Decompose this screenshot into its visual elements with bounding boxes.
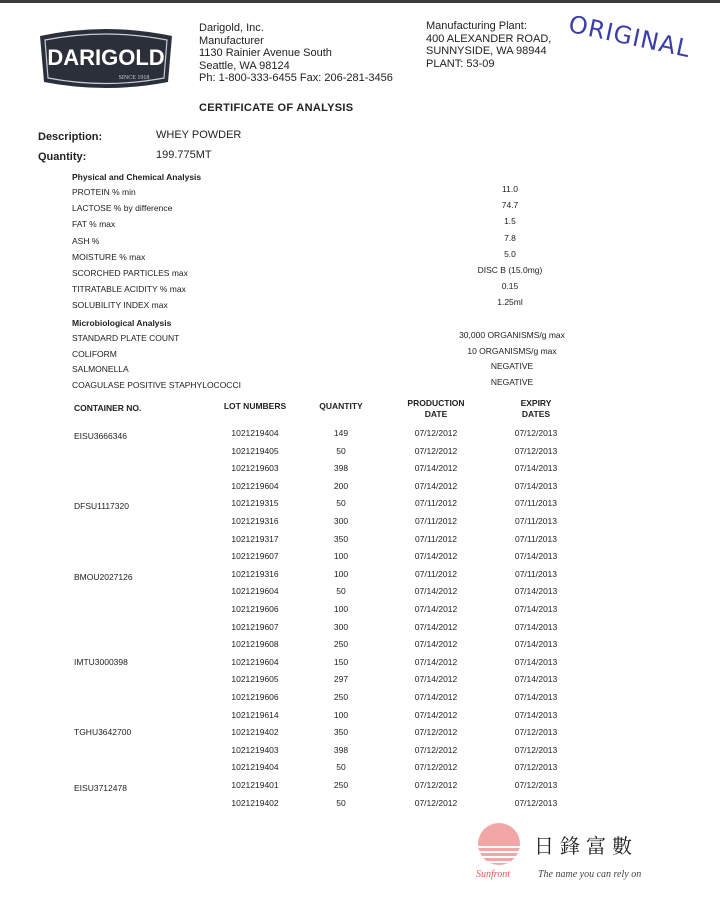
test-value: NEGATIVE: [490, 361, 534, 371]
sunfront-chinese-name: 日鋒富數: [534, 834, 638, 858]
cell-expiry-date: 07/11/2013: [515, 568, 557, 579]
cell-container: BMOU2027126: [74, 571, 133, 582]
cell-production-date: 07/14/2012: [414, 551, 458, 562]
cell-quantity: 398: [333, 463, 349, 474]
cell-container: EISU3666346: [74, 431, 127, 441]
cell-lot: 1021219604: [231, 480, 279, 491]
cell-production-date: 07/14/2012: [414, 639, 458, 650]
cell-expiry-date: 07/14/2013: [514, 656, 558, 667]
test-name: TITRATABLE ACIDITY % max: [72, 284, 186, 295]
test-value: DISC B (15.0mg): [477, 265, 543, 275]
cell-expiry-date: 07/12/2013: [514, 780, 558, 790]
description-label: Description:: [38, 131, 103, 143]
test-value: 30,000 ORGANISMS/g max: [459, 330, 565, 340]
cell-lot: 1021219316: [231, 516, 279, 526]
plant-line: Manufacturing Plant:: [426, 20, 527, 32]
cell-lot: 1021219402: [231, 727, 279, 738]
sunfront-logo: [472, 822, 526, 866]
logo-name: DARIGOLD: [47, 45, 165, 70]
cell-lot: 1021219404: [231, 428, 279, 438]
cell-lot: 1021219604: [231, 586, 279, 597]
cell-quantity: 50: [336, 797, 346, 808]
cell-quantity: 200: [333, 480, 349, 491]
original-stamp: ORIGINAL: [566, 10, 694, 64]
cell-quantity: 297: [333, 674, 349, 685]
cell-lot: 1021219316: [231, 568, 279, 579]
cell-production-date: 07/14/2012: [414, 604, 458, 614]
test-name: PROTEIN % min: [72, 187, 136, 197]
cell-production-date: 07/12/2012: [414, 780, 458, 790]
cell-quantity: 250: [333, 780, 349, 790]
cell-lot: 1021219405: [231, 445, 279, 456]
cell-lot: 1021219614: [231, 709, 279, 720]
cell-expiry-date: 07/11/2013: [515, 533, 557, 544]
cell-quantity: 100: [333, 709, 349, 720]
cell-expiry-date: 07/14/2013: [514, 692, 558, 702]
cell-container: IMTU3000398: [74, 656, 128, 667]
cell-expiry-date: 07/12/2013: [514, 428, 558, 438]
cell-lot: 1021219606: [231, 604, 279, 614]
test-name: LACTOSE % by difference: [72, 203, 173, 214]
header-lot: LOT NUMBERS: [223, 401, 287, 411]
plant-line: SUNNYSIDE, WA 98944: [426, 45, 547, 57]
micro-analysis-heading: Microbiological Analysis: [72, 318, 172, 328]
cell-lot: 1021219401: [231, 780, 279, 790]
cell-container: EISU3712478: [74, 783, 127, 793]
cell-expiry-date: 07/11/2013: [515, 498, 557, 509]
cell-expiry-date: 07/14/2013: [514, 604, 558, 614]
test-value: 74.7: [501, 200, 519, 211]
test-name: ASH %: [72, 235, 100, 246]
cell-production-date: 07/14/2012: [414, 656, 458, 667]
cell-quantity: 50: [336, 586, 346, 597]
cell-container: TGHU3642700: [74, 727, 132, 738]
cell-expiry-date: 07/14/2013: [514, 674, 558, 685]
test-name: MOISTURE % max: [72, 251, 146, 262]
header-quantity: QUANTITY: [319, 401, 363, 411]
cell-production-date: 07/14/2012: [414, 709, 458, 720]
cell-quantity: 50: [336, 498, 346, 509]
cell-lot: 1021219605: [231, 674, 279, 685]
cell-lot: 1021219403: [231, 744, 279, 755]
test-value: 1.25ml: [497, 297, 523, 308]
cell-expiry-date: 07/11/2013: [515, 516, 557, 526]
company-line: Seattle, WA 98124: [199, 59, 290, 72]
cell-expiry-date: 07/14/2013: [514, 639, 558, 650]
cell-production-date: 07/11/2012: [415, 533, 457, 544]
cell-expiry-date: 07/12/2013: [514, 762, 558, 773]
cell-lot: 1021219402: [231, 797, 279, 808]
cell-expiry-date: 07/12/2013: [514, 445, 558, 456]
cell-lot: 1021219317: [231, 533, 279, 544]
test-value: 1.5: [504, 216, 516, 227]
cell-expiry-date: 07/14/2013: [514, 463, 558, 474]
cell-quantity: 300: [333, 516, 349, 526]
cell-expiry-date: 07/14/2013: [514, 621, 558, 632]
cell-quantity: 250: [333, 692, 349, 702]
darigold-logo: [36, 22, 176, 94]
company-address: [199, 22, 393, 85]
cell-quantity: 398: [333, 744, 349, 755]
test-value: 5.0: [504, 248, 516, 259]
cell-quantity: 100: [333, 551, 349, 562]
company-line: 1130 Rainier Avenue South: [199, 47, 332, 59]
cell-production-date: 07/11/2012: [415, 516, 457, 526]
test-name: SOLUBILITY INDEX max: [72, 300, 168, 311]
cell-lot: 1021219606: [231, 692, 279, 702]
company-line: Darigold, Inc.: [199, 22, 264, 34]
cell-quantity: 350: [333, 533, 349, 544]
cell-production-date: 07/11/2012: [415, 498, 457, 509]
test-value: 7.8: [504, 232, 516, 243]
document-title: CERTIFICATE OF ANALYSIS: [199, 102, 354, 114]
cell-quantity: 100: [333, 604, 349, 614]
plant-line: PLANT: 53-09: [426, 57, 495, 70]
cell-lot: 1021219315: [231, 498, 279, 509]
plant-line: 400 ALEXANDER ROAD,: [426, 32, 552, 45]
test-name: FAT % max: [72, 219, 116, 230]
cell-quantity: 100: [333, 568, 349, 579]
cell-lot: 1021219608: [231, 639, 279, 650]
cell-expiry-date: 07/14/2013: [514, 480, 558, 491]
header-expiry-dates: EXPIRY DATES: [520, 398, 552, 419]
cell-expiry-date: 07/14/2013: [514, 709, 558, 720]
physical-analysis-heading: Physical and Chemical Analysis: [72, 172, 202, 182]
cell-production-date: 07/12/2012: [414, 797, 458, 808]
cell-container: DFSU1117320: [74, 501, 129, 512]
company-line: Manufacturer: [199, 34, 264, 47]
test-value: NEGATIVE: [490, 376, 534, 387]
cell-production-date: 07/12/2012: [414, 727, 458, 738]
quantity-label: Quantity:: [38, 151, 87, 163]
top-border: [0, 0, 720, 3]
cell-expiry-date: 07/12/2013: [514, 797, 558, 808]
cell-production-date: 07/14/2012: [414, 692, 458, 702]
cell-expiry-date: 07/14/2013: [514, 586, 558, 597]
cell-quantity: 50: [336, 445, 346, 456]
cell-lot: 1021219607: [231, 551, 279, 562]
cell-quantity: 250: [333, 639, 349, 650]
test-name: SCORCHED PARTICLES max: [72, 268, 188, 278]
cell-quantity: 150: [333, 656, 349, 667]
company-line: Ph: 1-800-333-6455 Fax: 206-281-3456: [199, 72, 393, 84]
description-value: WHEY POWDER: [156, 129, 242, 141]
cell-expiry-date: 07/12/2013: [514, 727, 558, 738]
plant-address: [426, 20, 551, 70]
header-container: CONTAINER NO.: [74, 403, 142, 413]
cell-quantity: 300: [333, 621, 349, 632]
cell-lot: 1021219607: [231, 621, 279, 632]
test-name: COLIFORM: [72, 348, 117, 359]
test-name: SALMONELLA: [72, 364, 129, 374]
cell-production-date: 07/12/2012: [414, 445, 458, 456]
cell-production-date: 07/12/2012: [414, 428, 458, 438]
cell-lot: 1021219404: [231, 762, 279, 773]
cell-expiry-date: 07/14/2013: [514, 551, 558, 562]
test-name: COAGULASE POSITIVE STAPHYLOCOCCI: [72, 379, 241, 390]
cell-expiry-date: 07/12/2013: [514, 744, 558, 755]
sunfront-brand: Sunfront: [476, 869, 511, 880]
cell-lot: 1021219603: [231, 463, 279, 474]
cell-production-date: 07/14/2012: [414, 621, 458, 632]
sunfront-tagline: The name you can rely on: [538, 869, 642, 880]
cell-quantity: 50: [336, 762, 346, 773]
test-value: 11.0: [502, 184, 518, 194]
test-value: 10 ORGANISMS/g max: [467, 345, 557, 356]
cell-production-date: 07/14/2012: [414, 463, 458, 474]
logo-since: SINCE 1918: [118, 75, 150, 81]
cell-production-date: 07/12/2012: [414, 762, 458, 773]
cell-production-date: 07/14/2012: [414, 674, 458, 685]
header-production-date: PRODUCTION DATE: [407, 398, 465, 419]
test-value: 0.15: [501, 281, 519, 292]
cell-production-date: 07/14/2012: [414, 586, 458, 597]
cell-production-date: 07/14/2012: [414, 480, 458, 491]
cell-quantity: 350: [333, 727, 349, 738]
cell-lot: 1021219604: [231, 656, 279, 667]
quantity-value: 199.775MT: [156, 149, 212, 161]
test-name: STANDARD PLATE COUNT: [72, 333, 180, 343]
cell-production-date: 07/11/2012: [415, 568, 457, 579]
cell-production-date: 07/12/2012: [414, 744, 458, 755]
cell-quantity: 149: [333, 428, 349, 438]
